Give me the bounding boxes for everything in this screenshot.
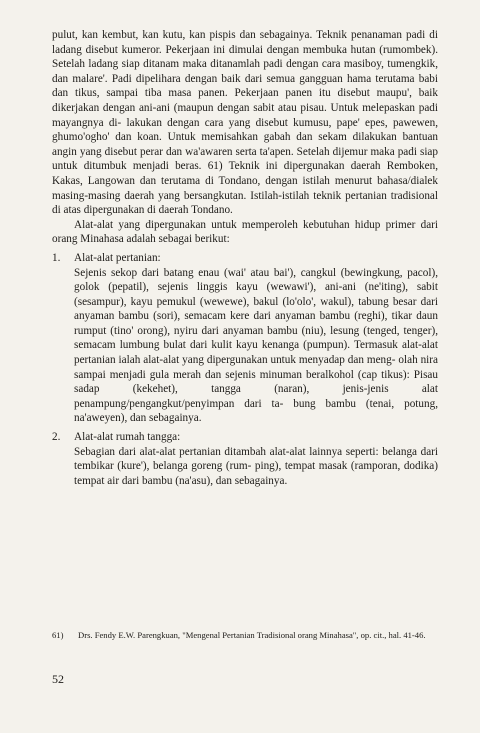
lead-paragraph: Alat-alat yang dipergunakan untuk memperoleh kebutuhan hidup primer dari orang Minahasa adalah sebagai berikut: — [52, 218, 438, 246]
footnote-text: Drs. Fendy E.W. Parengkuan, "Mengenal Pertanian Tradisional orang Minahasa", op. cit., hal. 41-46. — [78, 630, 426, 640]
list-item-number: 2. — [52, 431, 61, 444]
list-item — [52, 430, 438, 488]
page-number: 52 — [52, 672, 64, 686]
list-item — [52, 251, 438, 426]
list-item-title: Alat-alat pertanian: — [74, 251, 161, 264]
list-item-title: Alat-alat rumah tangga: — [74, 431, 181, 444]
footnote — [52, 630, 438, 641]
body-text — [52, 28, 438, 488]
list-item-number: 1. — [52, 251, 61, 264]
list-item-body — [74, 430, 438, 488]
list-item-text: Sebagian dari alat-alat pertanian ditambah alat-alat lainnya seperti: belanga dari tembikar (kure'), belanga goreng (rum- ping), tempat masak (ramporan, dodika) tempat air dari bambu (na'asu), dan sebagainya. — [74, 445, 438, 487]
intro-paragraph: pulut, kan kembut, kan kutu, kan pispis dan sebagainya. Teknik penanaman padi di ladang disebut kumeror. Pekerjaan ini dimulai dengan membuka hutan (rumombek). Setelah ladang siap ditanam maka ditanamlah padi dengan cara masiboy, tumengkik, dan malare'. Padi dipelihara dengan baik dari semua gangguan hama terutama babi dan tikus, sampai tiba masa panen. Pekerjaan panen itu disebut maupu', baik dikerjakan dengan ani-ani (maupun dengan sabit atau pisau. Untuk melepaskan padi mayangnya di- lakukan dengan cara yang disebut kumusu, pape' epes, pawewen, ghumo'ogho' dan koan. Untuk memisahkan gabah dan sekam dilakukan bantuan angin yang disebut perar dan wa'awaren serta ta'apen. Setelah dijemur maka padi siap untuk ditumbuk menjadi beras. 61) Teknik ini dipergunakan daerah Remboken, Kakas, Langowan dan terutama di Tondano, dengan istilah menurut bahasa/dialek masing-masing daerah yang bersangkutan. Istilah-istilah teknik pertanian tradisional di atas dipergunakan di daerah Tondano. — [52, 29, 438, 217]
list-item-body — [74, 251, 438, 426]
list-item-text: Sejenis sekop dari batang enau (wai' atau bai'), cangkul (bewingkung, pacol), golok (pepatil), sejenis linggis kayu (wewawi'), ani-ani (ne'iting), sabit (sesampur), kayu pemukul (wewewe), bakul (lo'olo', wakul), tabung besar dari anyaman bambu (sori), semacam kere dari anyaman bambu (reghi), tikar daun rumput (tino' orong), nyiru dari anyaman bambu (niu), lesung (tenged, tenger), semacam lumbung bulat dari kulit kayu kenanga (pumpun). Termasuk alat-alat pertanian ialah alat-alat yang dipergunakan untuk menyadap dan meng- olah nira sampai menjadi gula merah dan sejenis minuman beralkohol (cap tikus): Pisau sadap (kekehet), tangga (naran), jenis-jenis alat penampung/pengangkut/penyimpan dari ta- bung bambu (tenai, potung, na'aweyen), dan sebagainya. — [74, 266, 438, 425]
footnote-number: 61) — [52, 630, 64, 640]
